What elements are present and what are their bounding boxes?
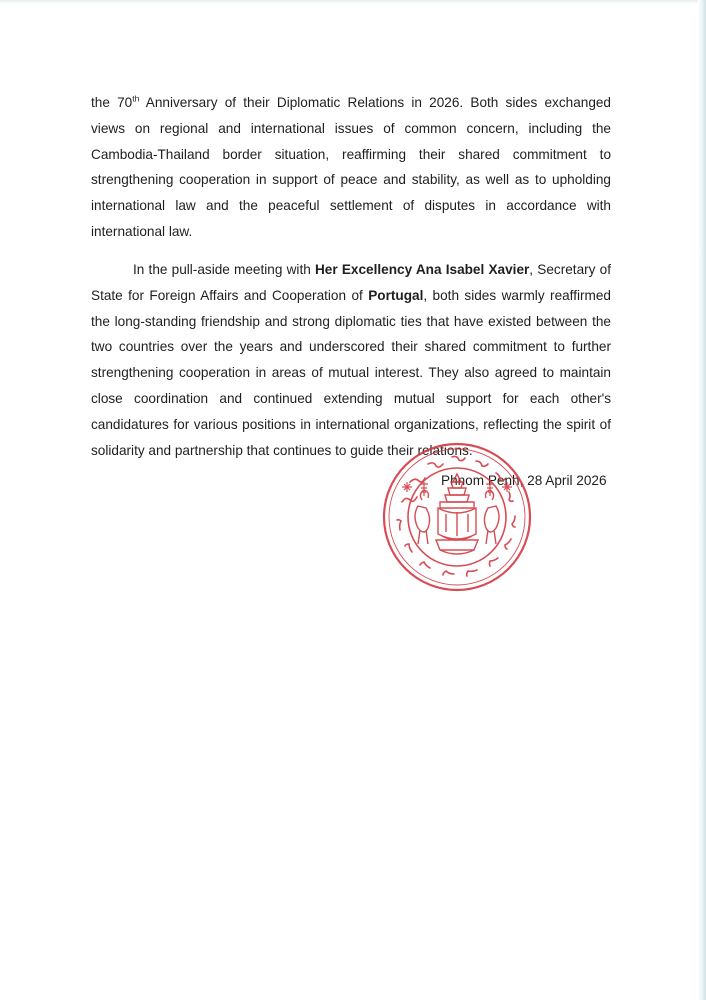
para2-text-3: , both sides warmly reaffirmed the long-standing friendship and strong diplomatic ties that have existed between the two countries over the years and underscored their shared commitment to further strengthening cooperation in areas of mutual interest. They also agreed to maintain close coordination and continued extending mutual support for each other's candidatures for various positions in international organizations, reflecting the spirit of solidarity and partnership that continues to guide their relations. <box>91 287 611 458</box>
para2-text-1: In the pull-aside meeting with <box>133 262 315 277</box>
official-seal-icon <box>380 440 534 594</box>
paragraph-portugal-meeting <box>91 257 611 463</box>
para2-bold-name: Her Excellency Ana Isabel Xavier <box>314 262 530 277</box>
para2-bold-country: Portugal <box>368 287 424 303</box>
scan-edge-right <box>698 0 706 1000</box>
scan-edge-top <box>0 0 706 4</box>
para1-text-start: the 70 <box>91 95 133 110</box>
place-and-date: Phnom Penh, 28 April 2026 <box>441 473 607 488</box>
para1-superscript: th <box>132 93 140 104</box>
paragraph-anniversary <box>91 90 611 245</box>
para2-text-2: , Secretary of State for Foreign Affairs and Cooperation of <box>91 262 611 303</box>
para1-text-rest: Anniversary of their Diplomatic Relations in 2026. Both sides exchanged views on regional and international issues of common concern, including the Cambodia-Thailand border situation, reaffirming their shared commitment to strengthening cooperation in support of peace and stability, as well as to upholding international law and the peaceful settlement of disputes in accordance with international law. <box>91 95 611 239</box>
